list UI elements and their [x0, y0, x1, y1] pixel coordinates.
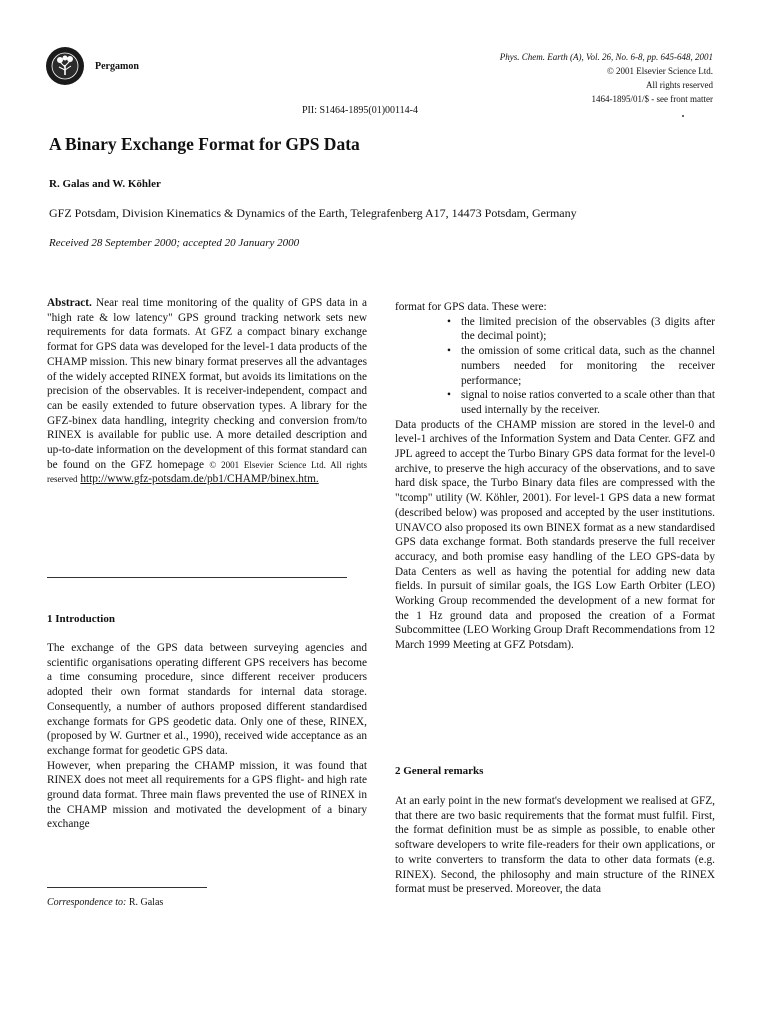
- pergamon-tree-logo-icon: [46, 47, 84, 85]
- copyright-line: © 2001 Elsevier Science Ltd.: [606, 66, 713, 76]
- received-dates: Received 28 September 2000; accepted 20 January 2000: [49, 237, 300, 249]
- footnote-label: Correspondence to:: [47, 897, 127, 908]
- general-remarks-body: [395, 794, 715, 897]
- publisher-logo: [46, 47, 139, 85]
- article-affiliation: GFZ Potsdam, Division Kinematics & Dynamics of the Earth, Telegrafenberg A17, 14473 Potsdam, Germany: [49, 206, 577, 220]
- correspondence-footnote: [47, 897, 163, 908]
- abstract-text: Near real time monitoring of the quality of GPS data in a "high rate & low latency" GPS ground tracking network sets new requirements for data formats. At GFZ a compact binary exchange format for GPS data was developed for the level-1 data products of the CHAMP mission. This new binary format preserves all the advantages of the widely accepted RINEX format, but avoids its limitations on the precision of the observables. It is receiver-independent, compact and can be easily extended to future observation types. A library for the GFZ-binex data handling, integrity checking and conversion from/to RINEX is available for public use. A more detailed description and up-to-date information on the development of this format standard can be found on the GFZ homepage: [47, 297, 368, 471]
- abstract: [47, 296, 367, 487]
- print-artifact: [682, 115, 684, 117]
- general-remarks-paragraph: At an early point in the new format's development we realised at GFZ, that there are two basic requirements that the format must fulfil. First, the format definition must be as simple as possible, to enable other software developers to write file-readers for their own applications, or to write converters to transform the data to other data formats (e.g. RINEX). Second, the philosophy and main structure of the RINEX format must be preserved. Moreover, the data: [395, 795, 715, 896]
- introduction-body: [47, 641, 367, 832]
- article-authors: R. Galas and W. Köhler: [49, 178, 161, 190]
- list-item-text: signal to noise ratios converted to a scale other than that used internally by the receiver.: [461, 389, 715, 416]
- journal-citation-block: [353, 50, 713, 106]
- list-item-text: the omission of some critical data, such as the channel numbers needed for monitoring the receiver performance;: [461, 345, 715, 387]
- right-column-body: [395, 300, 715, 653]
- section-heading-introduction: 1 Introduction: [47, 613, 115, 625]
- footnote-divider: [47, 887, 207, 888]
- abstract-divider: [47, 577, 347, 578]
- pii-line: PII: S1464-1895(01)00114-4: [302, 105, 419, 116]
- rights-line: All rights reserved: [646, 80, 713, 90]
- bullet-icon: •: [447, 389, 451, 402]
- footnote-name: R. Galas: [128, 897, 164, 908]
- introduction-paragraph: The exchange of the GPS data between surveying agencies and scientific organisations operating different GPS receivers has become a time consuming procedure, since different receiver producers adopted their own format standards for internal data storage. Consequently, a number of authors proposed different standardised exchange formats for GPS geodetic data. Only one of these, RINEX, (proposed by W. Gurtner et al., 1990), received wide acceptance as an exchange format for geodetic GPS data.: [47, 642, 367, 757]
- section-heading-general-remarks: 2 General remarks: [395, 765, 484, 777]
- abstract-copyright: © 2001 Elsevier Science Ltd. All rights reserved: [47, 459, 367, 485]
- list-item: [395, 344, 715, 388]
- flaws-list: [395, 315, 715, 418]
- introduction-paragraph: However, when preparing the CHAMP mission, it was found that RINEX does not meet all requirements for a GPS flight- and high rate ground data format. Three main flaws prevented the use of RINEX in the CHAMP mission and motivated the development of a binary exchange: [47, 759, 367, 831]
- list-item: [395, 315, 715, 344]
- list-item: [395, 388, 715, 417]
- article-title: A Binary Exchange Format for GPS Data: [49, 134, 360, 154]
- abstract-url-link[interactable]: http://www.gfz-potsdam.de/pb1/CHAMP/binex.htm.: [80, 473, 319, 486]
- abstract-label: Abstract.: [47, 297, 92, 309]
- bullet-icon: •: [447, 315, 451, 328]
- list-item-text: the limited precision of the observables (3 digits after the decimal point);: [461, 315, 715, 343]
- journal-citation-text: Phys. Chem. Earth (A), Vol. 26, No. 6-8, pp. 645-648, 2001: [499, 52, 713, 62]
- right-lead: format for GPS data. These were:: [395, 301, 547, 313]
- publisher-name: Pergamon: [95, 60, 139, 72]
- journal-citation: [353, 50, 713, 64]
- issn-line: 1464-1895/01/$ - see front matter: [591, 94, 713, 104]
- right-paragraph: Data products of the CHAMP mission are stored in the level-0 and level-1 archives of the Information System and Data Center. GFZ and JPL agreed to accept the Turbo Binary GPS data format for the level-0 archive, to preserve the high accuracy of the observations, and to save hard disk space, the Turbo Binary data files are compressed with the "tcomp" utility (W. Köhler, 2001). For level-1 GPS data a new format (described below) was proposed and accepted by the user institutions. UNAVCO also proposed its own BINEX format as a new standardised GPS data exchange format. Both standards preserve the full receiver accuracy, and both promise easy handling of the LEO GPS-data by Data Centers as well as having the potential for adding new data fields. In pursuit of similar goals, the IGS Low Earth Orbiter (LEO) Working Group recommended the development of a new format for the 1 Hz ground data and proposed the creation of a Format Subcommittee (LEO Working Group Draft Recommendations from 12 March 1999 Meeting at GFZ Potsdam).: [395, 418, 715, 652]
- bullet-icon: •: [447, 345, 451, 358]
